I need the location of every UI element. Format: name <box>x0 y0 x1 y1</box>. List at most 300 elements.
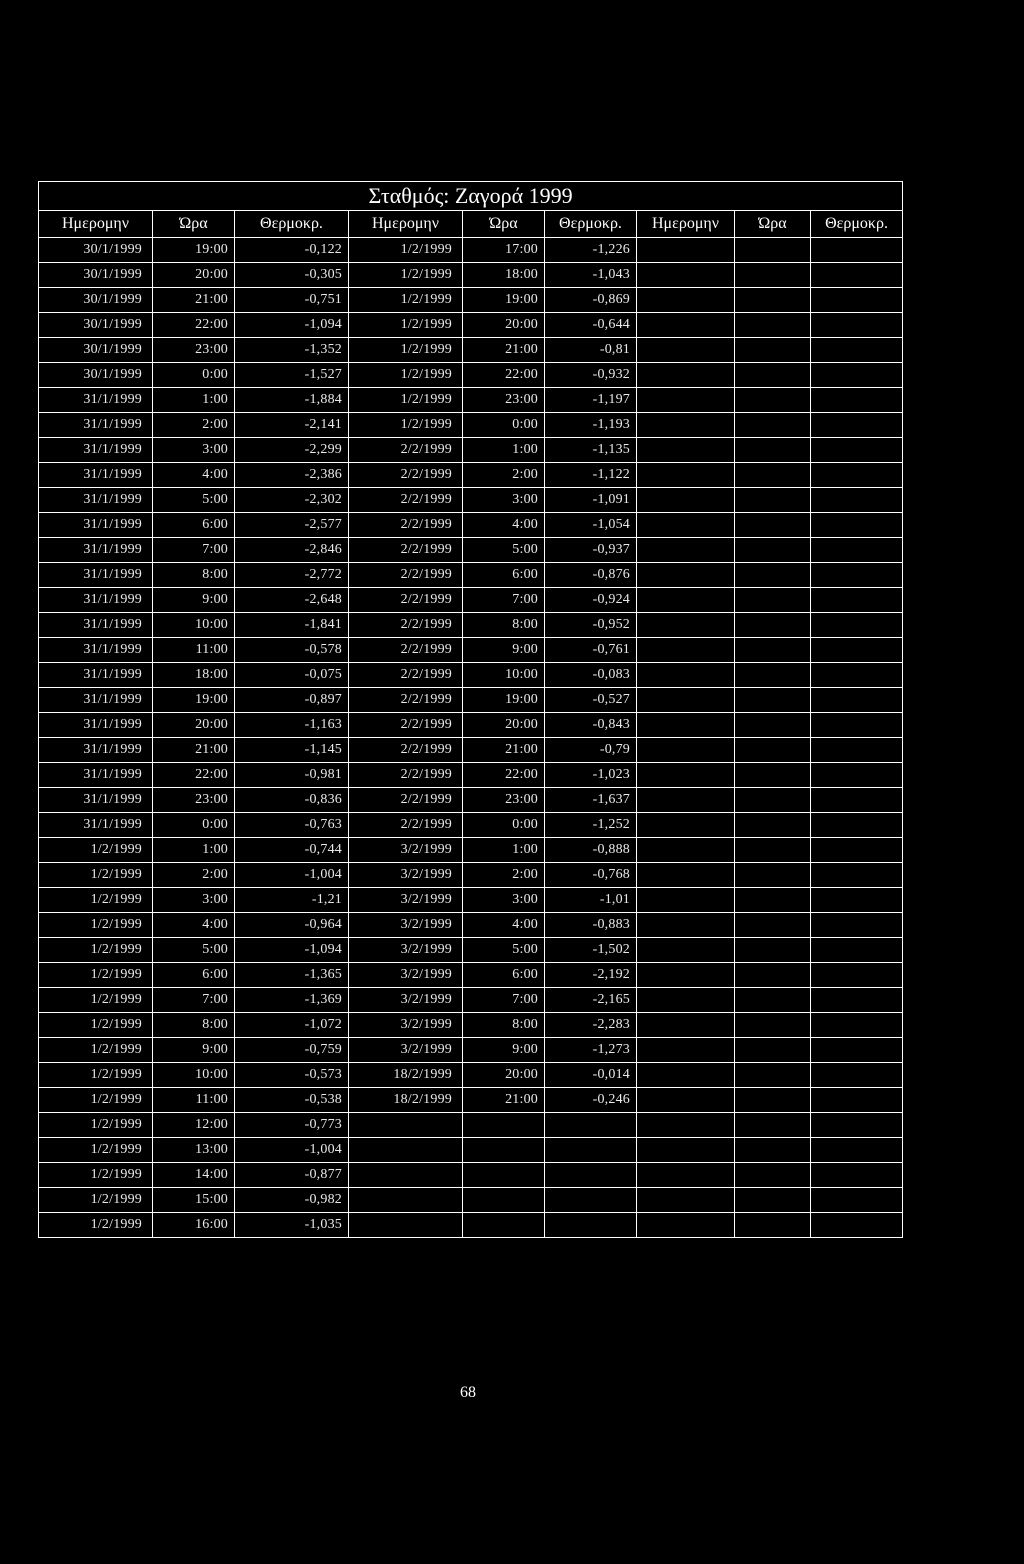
table-cell <box>637 938 735 963</box>
table-row <box>39 1213 903 1238</box>
table-cell: 21:00 <box>463 338 545 363</box>
table-cell: 8:00 <box>463 1013 545 1038</box>
table-cell <box>811 1063 903 1088</box>
table-row <box>39 863 903 888</box>
table-cell: -1,273 <box>545 1038 637 1063</box>
table-cell <box>637 513 735 538</box>
table-cell: 31/1/1999 <box>39 813 153 838</box>
table-cell: 1/2/1999 <box>39 1163 153 1188</box>
table-cell: 3/2/1999 <box>349 863 463 888</box>
table-cell: -0,932 <box>545 363 637 388</box>
table-cell: -1,135 <box>545 438 637 463</box>
table-cell: 1/2/1999 <box>39 1038 153 1063</box>
table-cell: 31/1/1999 <box>39 588 153 613</box>
table-cell: 7:00 <box>463 588 545 613</box>
table-cell <box>637 1213 735 1238</box>
table-cell: 2/2/1999 <box>349 713 463 738</box>
table-cell: 3/2/1999 <box>349 963 463 988</box>
table-cell <box>735 538 811 563</box>
table-cell: 17:00 <box>463 238 545 263</box>
table-cell: 0:00 <box>153 363 235 388</box>
table-cell <box>811 763 903 788</box>
table-cell: 22:00 <box>463 363 545 388</box>
table-cell: -0,952 <box>545 613 637 638</box>
table-cell: 2/2/1999 <box>349 463 463 488</box>
table-cell: 3/2/1999 <box>349 938 463 963</box>
table-cell <box>637 713 735 738</box>
table-cell: 31/1/1999 <box>39 788 153 813</box>
table-cell: 1/2/1999 <box>349 363 463 388</box>
table-cell: 31/1/1999 <box>39 413 153 438</box>
table-cell <box>735 313 811 338</box>
table-cell: 13:00 <box>153 1138 235 1163</box>
table-cell: -0,538 <box>235 1088 349 1113</box>
table-cell: 3:00 <box>463 488 545 513</box>
table-cell: 1/2/1999 <box>39 1088 153 1113</box>
table-row <box>39 1038 903 1063</box>
table-cell <box>637 813 735 838</box>
table-cell: -0,888 <box>545 838 637 863</box>
table-row <box>39 713 903 738</box>
table-cell: 1/2/1999 <box>39 838 153 863</box>
table-cell: -0,768 <box>545 863 637 888</box>
table-cell: 30/1/1999 <box>39 288 153 313</box>
table-cell: 2/2/1999 <box>349 538 463 563</box>
table-cell: 31/1/1999 <box>39 688 153 713</box>
table-cell: -0,982 <box>235 1188 349 1213</box>
table-cell: 18:00 <box>153 663 235 688</box>
table-cell: 19:00 <box>153 238 235 263</box>
table-cell <box>637 263 735 288</box>
table-cell: 4:00 <box>153 913 235 938</box>
column-header: Ημερομην <box>39 211 153 238</box>
table-cell: 2:00 <box>153 863 235 888</box>
table-cell: -1,043 <box>545 263 637 288</box>
table-cell: -0,763 <box>235 813 349 838</box>
table-cell <box>811 1113 903 1138</box>
table-row <box>39 813 903 838</box>
table-cell <box>349 1213 463 1238</box>
table-cell: -2,299 <box>235 438 349 463</box>
table-cell: 0:00 <box>153 813 235 838</box>
table-cell <box>637 838 735 863</box>
table-cell: -1,252 <box>545 813 637 838</box>
table-row <box>39 563 903 588</box>
table-row <box>39 363 903 388</box>
table-cell <box>637 688 735 713</box>
table-row <box>39 913 903 938</box>
table-cell <box>735 988 811 1013</box>
table-cell: 2/2/1999 <box>349 788 463 813</box>
table-row <box>39 688 903 713</box>
table-cell <box>735 1138 811 1163</box>
table-cell: -2,283 <box>545 1013 637 1038</box>
table-cell: 3:00 <box>153 888 235 913</box>
table-cell: 31/1/1999 <box>39 438 153 463</box>
table-cell: 2:00 <box>153 413 235 438</box>
table-cell <box>811 1188 903 1213</box>
table-cell: 31/1/1999 <box>39 713 153 738</box>
table-cell: 10:00 <box>153 613 235 638</box>
table-cell: -1,527 <box>235 363 349 388</box>
table-cell: 20:00 <box>463 1063 545 1088</box>
table-cell <box>811 313 903 338</box>
table-cell <box>637 963 735 988</box>
column-header: Θερμοκρ. <box>811 211 903 238</box>
table-cell: -1,091 <box>545 488 637 513</box>
table-cell <box>637 888 735 913</box>
table-cell: 2/2/1999 <box>349 738 463 763</box>
table-cell: 4:00 <box>463 513 545 538</box>
table-cell: 1/2/1999 <box>39 1063 153 1088</box>
table-cell: 23:00 <box>463 788 545 813</box>
table-cell <box>637 863 735 888</box>
table-cell: -1,145 <box>235 738 349 763</box>
table-cell: -0,773 <box>235 1113 349 1138</box>
table-cell: 2/2/1999 <box>349 513 463 538</box>
table-cell: 10:00 <box>153 1063 235 1088</box>
table-cell <box>735 663 811 688</box>
table-cell: 22:00 <box>153 763 235 788</box>
table-cell: 3/2/1999 <box>349 988 463 1013</box>
table-cell <box>637 1163 735 1188</box>
table-cell <box>811 388 903 413</box>
table-cell <box>811 1213 903 1238</box>
table-cell: 14:00 <box>153 1163 235 1188</box>
table-cell <box>811 988 903 1013</box>
table-cell <box>735 688 811 713</box>
table-cell: -0,305 <box>235 263 349 288</box>
table-cell: 9:00 <box>153 1038 235 1063</box>
table-cell: 2:00 <box>463 463 545 488</box>
table-cell: 31/1/1999 <box>39 388 153 413</box>
column-header: Ημερομην <box>349 211 463 238</box>
table-cell <box>637 1038 735 1063</box>
table-cell: -0,527 <box>545 688 637 713</box>
table-cell: -0,876 <box>545 563 637 588</box>
table-cell <box>811 263 903 288</box>
table-title: Σταθμός: Ζαγορά 1999 <box>39 182 903 211</box>
table-row <box>39 588 903 613</box>
table-cell: 1/2/1999 <box>349 288 463 313</box>
table-cell <box>735 413 811 438</box>
table-cell: 4:00 <box>153 463 235 488</box>
table-cell: -0,761 <box>545 638 637 663</box>
table-row <box>39 338 903 363</box>
table-cell: 23:00 <box>153 788 235 813</box>
table-cell <box>637 1188 735 1213</box>
table-cell: 22:00 <box>463 763 545 788</box>
table-cell: 20:00 <box>153 713 235 738</box>
table-row <box>39 938 903 963</box>
table-cell <box>735 1063 811 1088</box>
table-row <box>39 1063 903 1088</box>
table-cell: 8:00 <box>153 1013 235 1038</box>
table-cell: -1,004 <box>235 863 349 888</box>
table-cell: 1/2/1999 <box>349 388 463 413</box>
table-cell <box>735 813 811 838</box>
table-cell <box>811 338 903 363</box>
table-cell: -0,644 <box>545 313 637 338</box>
table-cell: -0,883 <box>545 913 637 938</box>
table-cell: 1/2/1999 <box>39 1013 153 1038</box>
table-cell <box>463 1188 545 1213</box>
table-cell <box>637 488 735 513</box>
table-cell <box>637 413 735 438</box>
table-cell <box>637 663 735 688</box>
table-cell <box>735 888 811 913</box>
table-cell: -1,884 <box>235 388 349 413</box>
table-row <box>39 613 903 638</box>
table-cell <box>735 363 811 388</box>
table-cell: 11:00 <box>153 638 235 663</box>
table-row <box>39 988 903 1013</box>
table-cell: -1,072 <box>235 1013 349 1038</box>
table-cell <box>735 863 811 888</box>
table-cell: -2,165 <box>545 988 637 1013</box>
table-cell: -0,81 <box>545 338 637 363</box>
table-cell: -0,964 <box>235 913 349 938</box>
table-cell: 2/2/1999 <box>349 488 463 513</box>
table-cell <box>463 1138 545 1163</box>
table-cell: -1,637 <box>545 788 637 813</box>
table-cell: -2,772 <box>235 563 349 588</box>
table-cell: 20:00 <box>463 713 545 738</box>
column-header: Θερμοκρ. <box>235 211 349 238</box>
table-cell <box>735 488 811 513</box>
table-cell: -0,937 <box>545 538 637 563</box>
table-cell: -2,846 <box>235 538 349 563</box>
table-row <box>39 888 903 913</box>
table-cell: -1,365 <box>235 963 349 988</box>
table-cell: 19:00 <box>463 688 545 713</box>
table-row <box>39 488 903 513</box>
table-cell: 3/2/1999 <box>349 913 463 938</box>
table-cell <box>735 638 811 663</box>
table-cell: 8:00 <box>153 563 235 588</box>
table-cell <box>811 638 903 663</box>
table-cell <box>735 1213 811 1238</box>
table-cell <box>811 788 903 813</box>
table-cell <box>811 913 903 938</box>
table-cell: -0,578 <box>235 638 349 663</box>
table-cell: 1/2/1999 <box>39 938 153 963</box>
table-cell <box>735 913 811 938</box>
table-cell: -0,877 <box>235 1163 349 1188</box>
table-cell: 2/2/1999 <box>349 563 463 588</box>
table-cell <box>811 513 903 538</box>
table-cell: 18/2/1999 <box>349 1088 463 1113</box>
table-cell: 7:00 <box>153 988 235 1013</box>
table-cell: 1/2/1999 <box>349 313 463 338</box>
table-cell <box>811 238 903 263</box>
table-cell <box>637 463 735 488</box>
table-cell <box>637 1088 735 1113</box>
table-cell: 31/1/1999 <box>39 663 153 688</box>
table-cell: 2/2/1999 <box>349 813 463 838</box>
table-cell: 1/2/1999 <box>39 888 153 913</box>
table-cell: 18:00 <box>463 263 545 288</box>
table-cell <box>545 1188 637 1213</box>
table-cell <box>637 788 735 813</box>
table-row <box>39 963 903 988</box>
table-cell <box>637 738 735 763</box>
table-cell: 31/1/1999 <box>39 538 153 563</box>
table-cell <box>735 338 811 363</box>
table-cell: 30/1/1999 <box>39 313 153 338</box>
table-cell: 2/2/1999 <box>349 663 463 688</box>
table-cell: 19:00 <box>463 288 545 313</box>
table-cell: 1/2/1999 <box>349 338 463 363</box>
table-cell <box>637 1113 735 1138</box>
table-cell <box>735 1088 811 1113</box>
table-cell <box>637 338 735 363</box>
table-cell: 31/1/1999 <box>39 638 153 663</box>
table-row <box>39 238 903 263</box>
table-cell <box>735 963 811 988</box>
table-cell: 0:00 <box>463 413 545 438</box>
table-cell <box>735 713 811 738</box>
table-cell <box>811 613 903 638</box>
table-cell: 30/1/1999 <box>39 338 153 363</box>
table-row <box>39 1138 903 1163</box>
table-cell: -2,577 <box>235 513 349 538</box>
table-cell <box>463 1163 545 1188</box>
table-row <box>39 763 903 788</box>
table-cell: 30/1/1999 <box>39 238 153 263</box>
table-cell: -0,924 <box>545 588 637 613</box>
table-cell: 1/2/1999 <box>39 863 153 888</box>
table-cell <box>735 288 811 313</box>
table-cell: 30/1/1999 <box>39 363 153 388</box>
table-cell: 31/1/1999 <box>39 488 153 513</box>
table-cell: 2/2/1999 <box>349 438 463 463</box>
table-cell: 2/2/1999 <box>349 638 463 663</box>
table-body <box>39 238 903 1238</box>
table-cell <box>735 513 811 538</box>
table-cell <box>735 738 811 763</box>
table-cell: 18/2/1999 <box>349 1063 463 1088</box>
table-cell <box>811 1163 903 1188</box>
table-cell <box>735 388 811 413</box>
table-cell: 21:00 <box>153 738 235 763</box>
table-cell <box>735 613 811 638</box>
table-cell: 1/2/1999 <box>349 238 463 263</box>
table-cell <box>349 1113 463 1138</box>
table-row <box>39 1188 903 1213</box>
table-cell <box>735 1013 811 1038</box>
table-cell: -0,981 <box>235 763 349 788</box>
column-header: Ώρα <box>735 211 811 238</box>
table-cell: 20:00 <box>463 313 545 338</box>
table-cell <box>811 463 903 488</box>
column-header: Θερμοκρ. <box>545 211 637 238</box>
table-cell <box>811 813 903 838</box>
table-cell <box>637 638 735 663</box>
table-cell <box>637 388 735 413</box>
table-cell: 1/2/1999 <box>39 1213 153 1238</box>
table-cell <box>811 938 903 963</box>
table-cell: -0,083 <box>545 663 637 688</box>
table-row <box>39 313 903 338</box>
table-row <box>39 438 903 463</box>
table-cell: 2/2/1999 <box>349 688 463 713</box>
table-cell <box>637 438 735 463</box>
table-cell: -1,226 <box>545 238 637 263</box>
table-cell <box>735 438 811 463</box>
table-row <box>39 788 903 813</box>
table-cell: -0,751 <box>235 288 349 313</box>
table-cell: 1:00 <box>463 838 545 863</box>
table-cell: 1:00 <box>153 838 235 863</box>
table-cell: 31/1/1999 <box>39 613 153 638</box>
table-cell <box>811 1013 903 1038</box>
page-number: 68 <box>460 1384 476 1401</box>
table-cell <box>811 838 903 863</box>
table-cell <box>811 588 903 613</box>
table-cell: 1/2/1999 <box>39 913 153 938</box>
table-cell: 6:00 <box>463 963 545 988</box>
table-cell: 1/2/1999 <box>349 263 463 288</box>
table-row <box>39 638 903 663</box>
table-cell: 15:00 <box>153 1188 235 1213</box>
table-cell <box>811 688 903 713</box>
table-cell: 19:00 <box>153 688 235 713</box>
table-cell <box>463 1213 545 1238</box>
table-row <box>39 463 903 488</box>
table-cell: 9:00 <box>463 1038 545 1063</box>
table-cell: -2,648 <box>235 588 349 613</box>
table-row <box>39 288 903 313</box>
table-cell: -0,79 <box>545 738 637 763</box>
table-row <box>39 1113 903 1138</box>
table-cell: 1/2/1999 <box>39 1138 153 1163</box>
table-cell: -1,369 <box>235 988 349 1013</box>
table-cell: -2,141 <box>235 413 349 438</box>
table-cell: -1,163 <box>235 713 349 738</box>
table-cell: 21:00 <box>153 288 235 313</box>
table-cell: 3/2/1999 <box>349 1038 463 1063</box>
table-cell <box>811 1088 903 1113</box>
table-cell <box>735 1188 811 1213</box>
table-row <box>39 513 903 538</box>
table-cell <box>545 1138 637 1163</box>
table-cell: 4:00 <box>463 913 545 938</box>
table-cell: 5:00 <box>153 488 235 513</box>
table-cell <box>811 1038 903 1063</box>
table-cell: -1,054 <box>545 513 637 538</box>
table-cell: 3/2/1999 <box>349 888 463 913</box>
table-cell <box>735 838 811 863</box>
table-cell: 31/1/1999 <box>39 463 153 488</box>
table-cell: 23:00 <box>463 388 545 413</box>
table-cell <box>735 563 811 588</box>
table-cell: -2,386 <box>235 463 349 488</box>
table-cell: 21:00 <box>463 1088 545 1113</box>
table-cell: -1,035 <box>235 1213 349 1238</box>
table-cell: -2,302 <box>235 488 349 513</box>
table-cell <box>637 313 735 338</box>
table-cell: 1:00 <box>153 388 235 413</box>
temperature-table <box>38 181 903 1238</box>
table-cell <box>811 438 903 463</box>
table-cell: 30/1/1999 <box>39 263 153 288</box>
table-cell <box>349 1188 463 1213</box>
table-cell <box>349 1138 463 1163</box>
table-cell <box>811 663 903 688</box>
table-cell: 16:00 <box>153 1213 235 1238</box>
header-row <box>39 211 903 238</box>
